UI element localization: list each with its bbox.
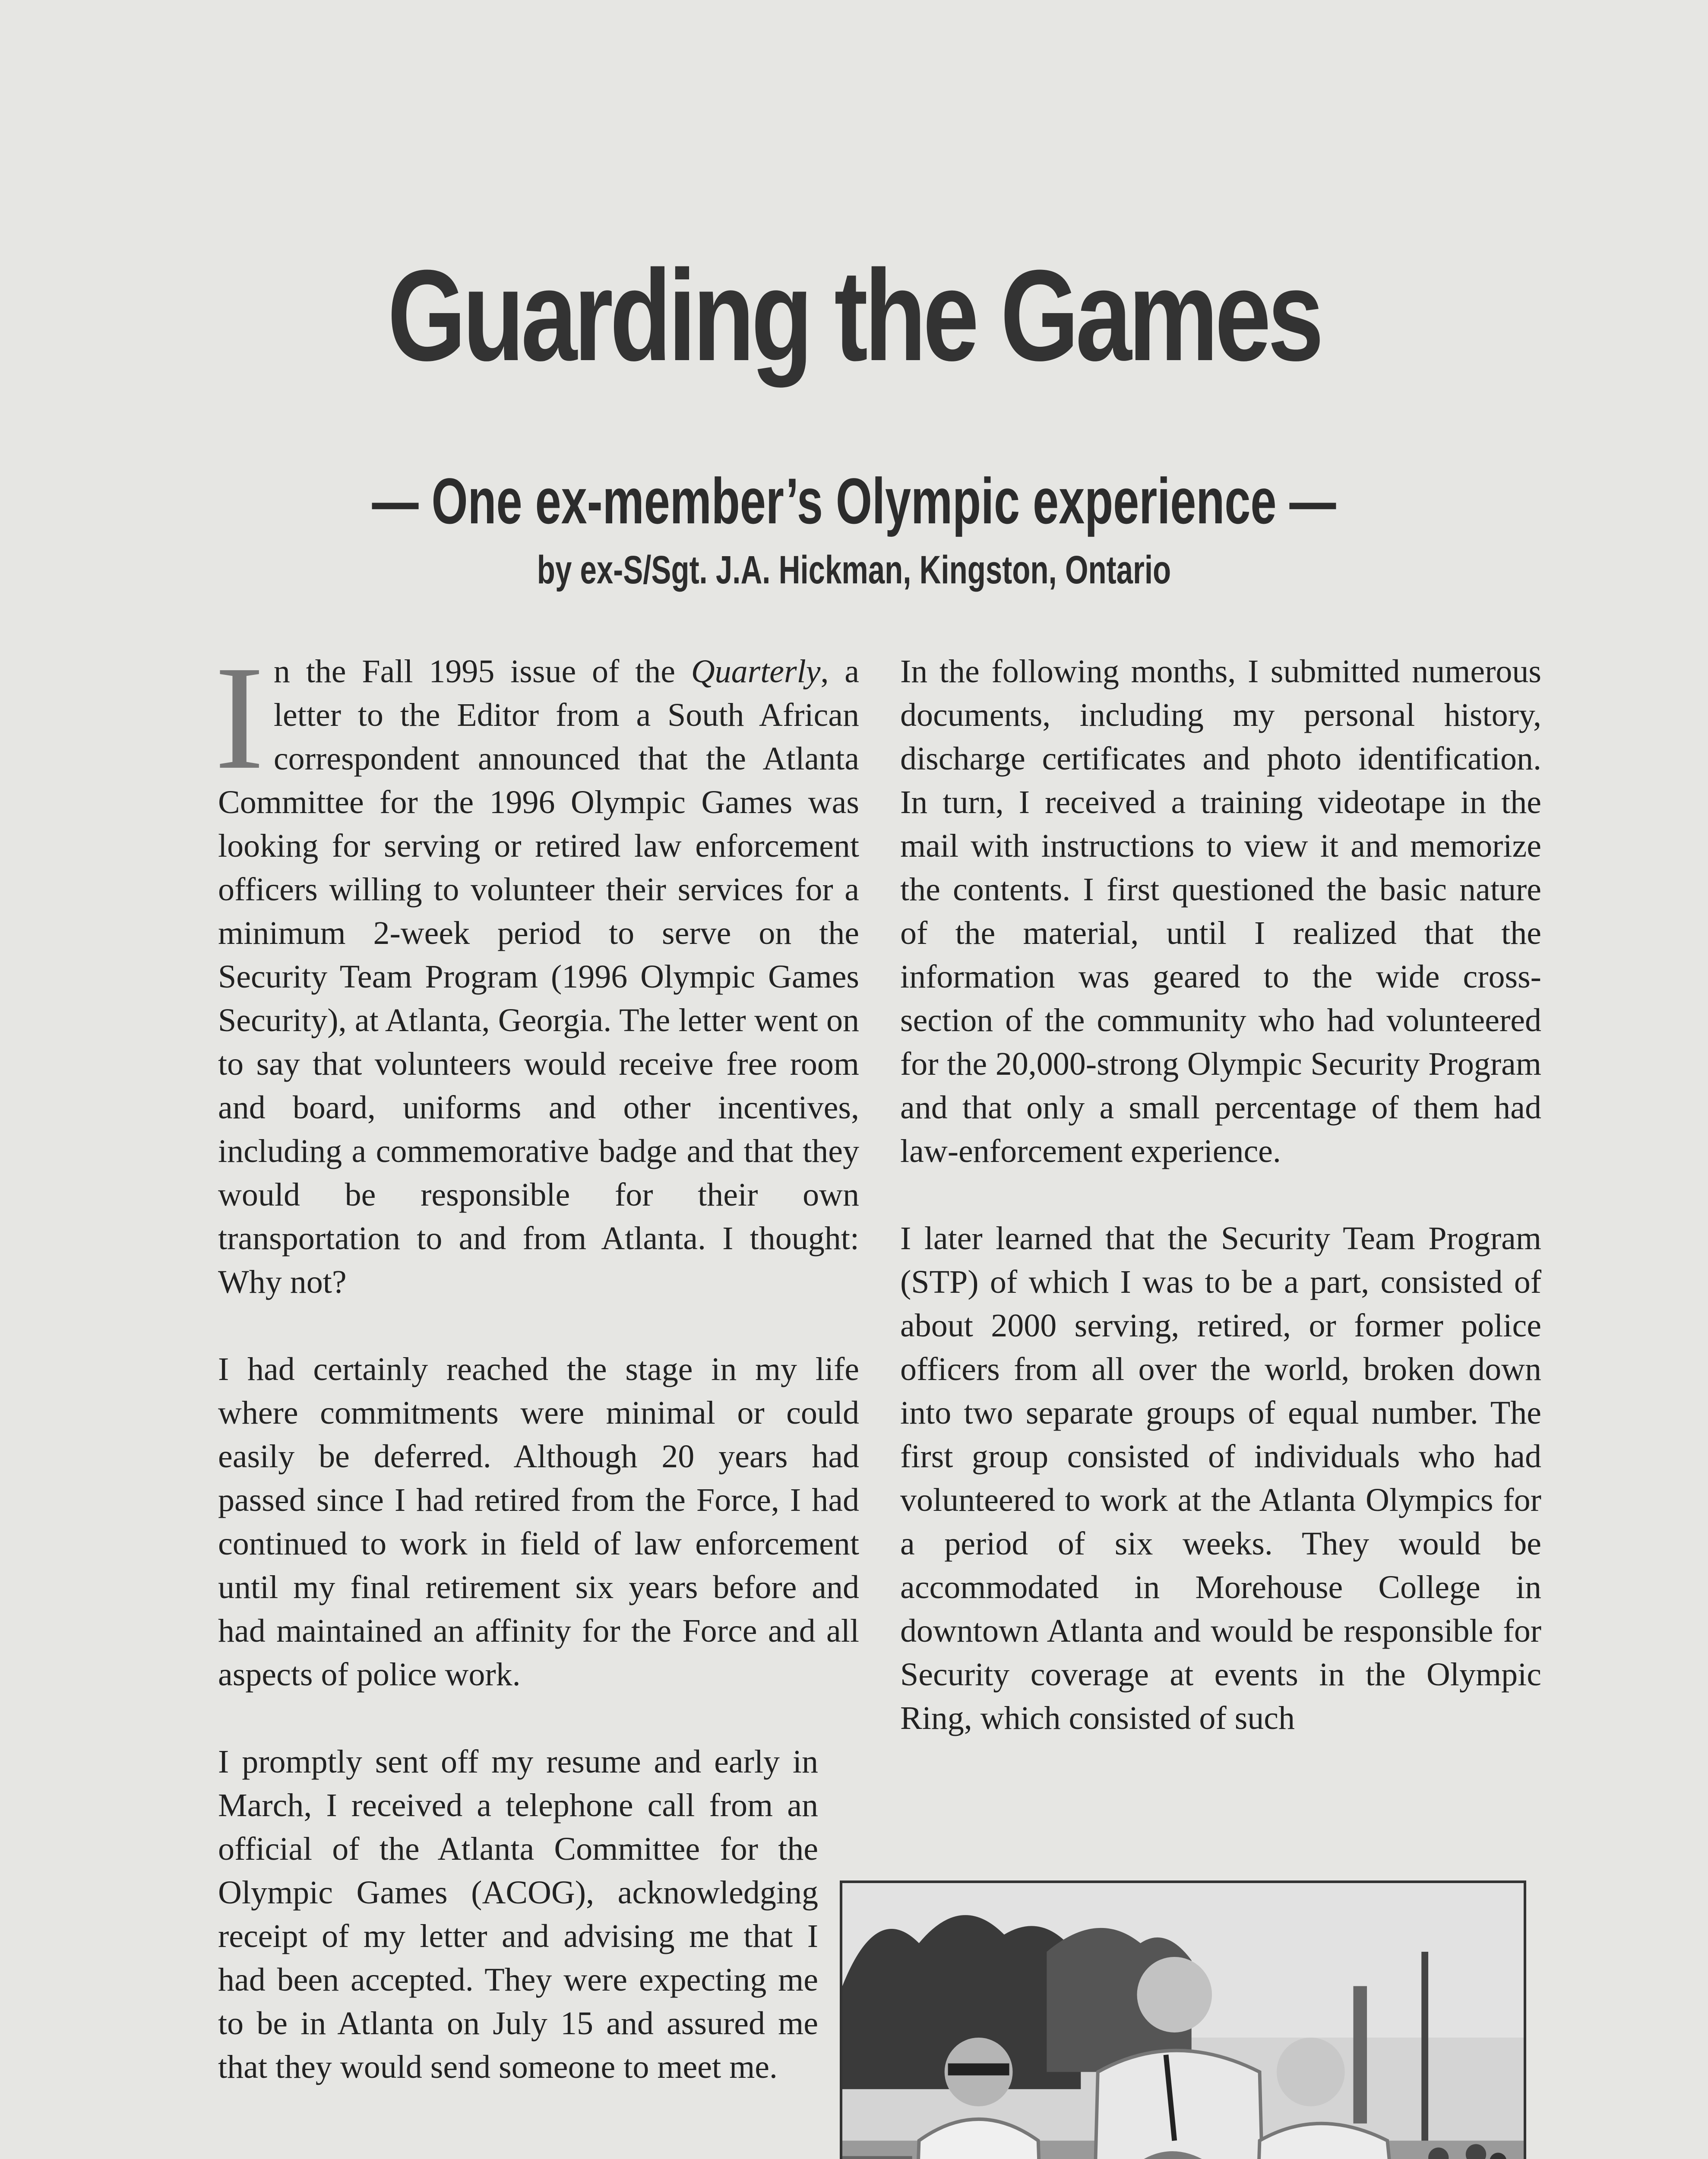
photo-illustration — [842, 1883, 1524, 2159]
paragraph-resume: I promptly sent off my resume and early in March, I received a telephone call from an official of the Atlanta Committee for the Olympic Games (ACOG), acknowledging receipt of my letter and advising me that I had been accepted. They were expecting me to be in Atlanta on July 15 and assured me that they would send someone to meet me. — [218, 1744, 818, 2085]
intro-rest-text: , a letter to the Editor from a South African correspondent announced that the Atlanta Committee for the 1996 Olympic Games was looking for serving or retired law enforcement officers willing to volunteer their services for a minimum 2-week period to serve on the Security Team Program (1996 Olympic Games Security), at Atlanta, Georgia. The letter went on to say that volunteers would receive free room and board, uniforms and other incentives, including a commemorative badge and that they would be responsible for their own transportation to and from Atlanta. I thought: Why not? — [218, 653, 860, 1300]
paragraph-security-team: I later learned that the Security Team Program (STP) of which I was to be a part, consisted of about 2000 serving, retired, or former police officers from all over the world, broken down into two separate groups of equal number. The first group consisted of individuals who had volunteered to work at the Atlanta Olympics for a period of six weeks. They would be accommodated in Morehouse College in downtown Atlanta and would be responsible for Security coverage at events in the Olympic Ring, which consisted of such — [900, 1220, 1541, 1736]
paragraph-documents: In the following months, I submitted numerous documents, including my personal history, discharge certificates and photo identification. In turn, I received a training videotape in the mail with instructions to view it and memorize the contents. I first questioned the basic nature of the material, until I realized that the information was geared to the wide cross-section of the community who had volunteered for the 20,000-strong Olympic Security Program and that only a small percentage of them had law-enforcement experience. — [900, 653, 1541, 1169]
article-title: Guarding the Games — [387, 243, 1321, 388]
intro-lead-text: n the Fall 1995 issue of the — [273, 653, 691, 690]
paragraph-intro — [215, 635, 860, 1304]
article-photo — [840, 1880, 1526, 2159]
left-column — [215, 635, 860, 2133]
paragraph-commitments: I had certainly reached the stage in my life where commitments were minimal or could easily be deferred. Although 20 years had passed since I had retired from the Force, I had continued to work in field of law enforcement until my final retirement six years before and had maintained an affinity for the Force and all aspects of police work. — [218, 1351, 859, 1693]
article-byline: by ex-S/Sgt. J.A. Hickman, Kingston, Ontario — [537, 548, 1171, 592]
article-subtitle: — One ex-member’s Olympic experience — — [372, 465, 1336, 537]
drop-cap: I — [215, 635, 264, 800]
right-column — [900, 650, 1541, 1784]
publication-name: Quarterly — [691, 653, 821, 690]
